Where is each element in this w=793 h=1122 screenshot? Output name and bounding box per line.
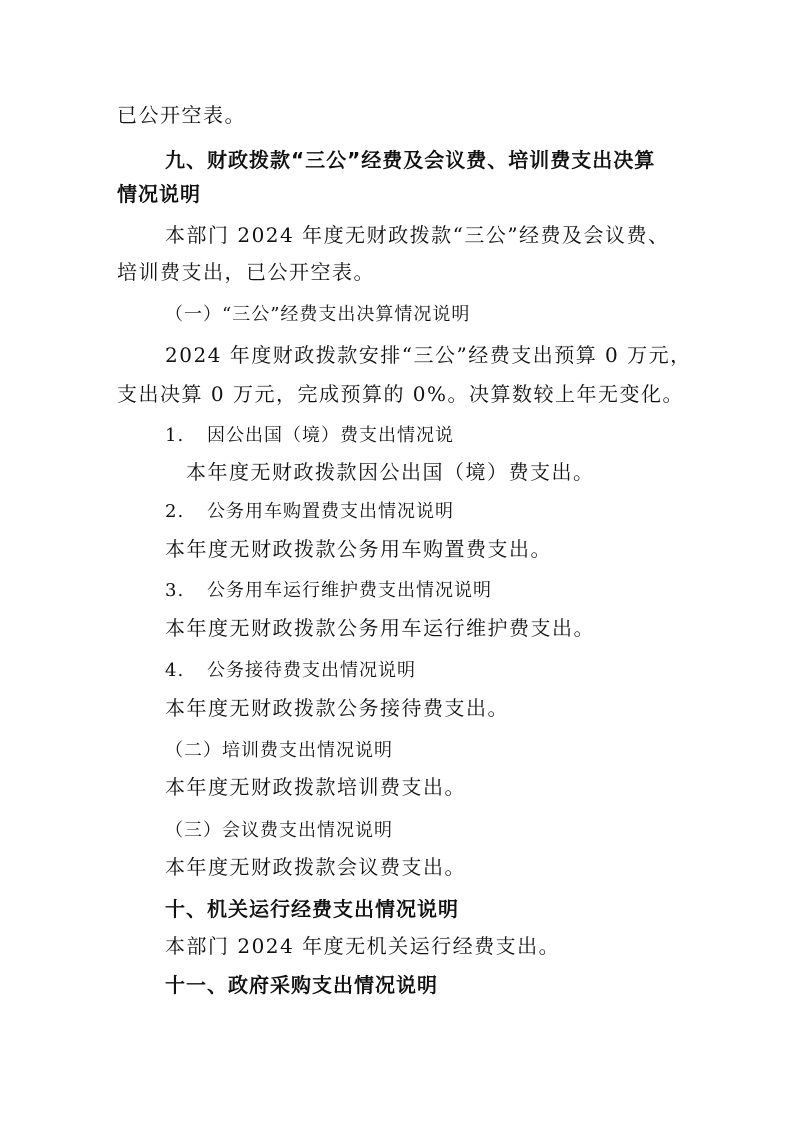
body-text-line: 本部门 2024 年度无财政拨款“三公”经费及会议费、 [165,223,670,247]
body-text-line: 2024 年度财政拨款安排“三公”经费支出预算 0 万元， [165,343,692,367]
subsection-heading: （二）培训费支出情况说明 [165,740,393,761]
item-title: 因公出国（境）费支出情况说 [207,425,454,446]
body-text-line: 本年度无财政拨款公务用车购置费支出。 [165,537,552,561]
body-text-line: 本年度无财政拨款公务用车运行维护费支出。 [165,616,595,640]
item-number: 4. [165,660,185,681]
item-number: 2. [165,501,185,522]
body-text-line: 已公开空表。 [117,103,246,127]
numbered-item-heading [165,500,454,524]
subsection-heading: （一）“三公”经费支出决算情况说明 [165,304,471,325]
body-text-line: 本年度无财政拨款公务接待费支出。 [165,696,509,720]
section-heading: 九、财政拨款“三公”经费及会议费、培训费支出决算 [165,148,656,172]
numbered-item-heading [165,659,416,683]
body-text-line: 本年度无财政拨款培训费支出。 [165,775,466,799]
body-text-line: 培训费支出，已公开空表。 [117,260,375,284]
section-heading: 十一、政府采购支出情况说明 [165,973,438,997]
numbered-item-heading [165,424,454,448]
section-heading: 十、机关运行经费支出情况说明 [165,897,459,921]
section-heading-continued: 情况说明 [117,182,201,206]
body-text-line: 本年度无财政拨款会议费支出。 [165,855,466,879]
item-title: 公务用车购置费支出情况说明 [207,501,454,522]
item-title: 公务用车运行维护费支出情况说明 [207,580,492,601]
item-title: 公务接待费支出情况说明 [207,660,416,681]
subsection-heading: （三）会议费支出情况说明 [165,820,393,841]
item-number: 1. [165,425,185,446]
body-text-line: 本部门 2024 年度无机关运行经费支出。 [165,934,561,958]
numbered-item-heading [165,579,492,603]
body-text-line: 支出决算 0 万元，完成预算的 0%。决算数较上年无变化。 [117,382,685,406]
body-text-line: 本年度无财政拨款因公出国（境）费支出。 [186,460,595,484]
item-number: 3. [165,580,185,601]
